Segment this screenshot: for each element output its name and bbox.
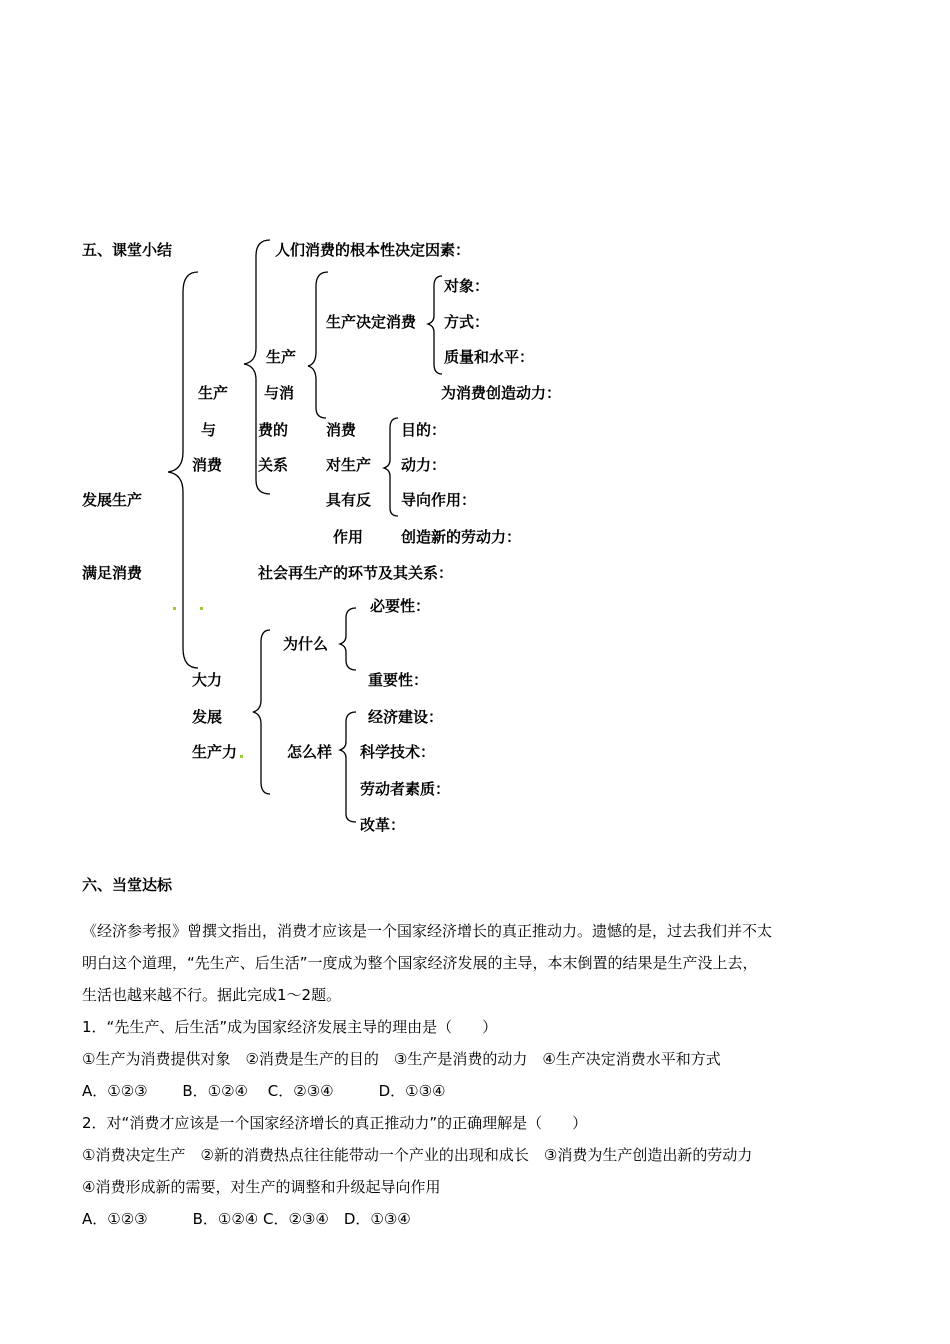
mark-dot [173,607,176,610]
passage-line: 《经济参考报》曾撰文指出，消费才应该是一个国家经济增长的真正推动力。遗憾的是，过去我们并不太 [82,922,773,940]
branch1-label-line: 与 [201,421,217,439]
exercise-heading: 六、当堂达标 [82,876,173,894]
how-item: 经济建设： [368,708,444,726]
prod-item: 质量和水平： [444,348,535,366]
cons-react-label-line: 对生产 [326,456,372,474]
how-item: 劳动者素质： [360,780,451,798]
passage-line: 生活也越来越不行。据此完成1～2题。 [82,986,342,1004]
question-2-stem: 2．对“消费才应该是一个国家经济增长的真正推动力”的正确理解是（ ） [82,1114,588,1132]
question-2-options: A．①②③ B．①②④ C．②③④ D．①③④ [82,1210,411,1228]
productivity-brace [253,630,270,794]
why-label: 为什么 [283,635,329,653]
how-item: 科学技术： [360,743,436,761]
new-labor: 创造新的劳动力： [401,528,522,546]
left-label-satisfy-consumption: 满足消费 [82,564,143,582]
passage-line: 明白这个道理，“先生产、后生活”一度成为整个国家经济发展的主导，本末倒置的结果是生产没上去， [82,954,758,972]
how-label: 怎么样 [287,743,333,761]
why-item: 必要性： [370,597,431,615]
cons-react-label-line: 消费 [326,421,357,439]
question-2-statements: ④消费形成新的需要，对生产的调整和升级起导向作用 [82,1178,441,1196]
branch2-label-line: 大力 [192,671,223,689]
how-item: 改革： [360,816,406,834]
how-brace [340,712,356,822]
why-brace [340,608,356,670]
cons-react-label-line: 作用 [333,528,364,546]
cons-react-brace [384,418,398,516]
relation-label-line: 关系 [258,456,289,474]
relation-label-line: 费的 [258,421,289,439]
mark-dot [240,755,243,758]
prod-decides-label: 生产决定消费 [326,313,417,331]
question-2-statements: ①消费决定生产 ②新的消费热点往往能带动一个产业的出现和成长 ③消费为生产创造出新的劳动力 [82,1146,753,1164]
consumption-drive: 为消费创造动力： [441,384,562,402]
question-1-stem: 1．“先生产、后生活”成为国家经济发展主导的理由是（ ） [82,1018,498,1036]
branch1-label-line: 生产 [198,384,229,402]
branch2-label-line: 发展 [192,708,223,726]
mark-dot [200,607,203,610]
question-1-options: A．①②③ B．①②④ C．②③④ D．①③④ [82,1082,446,1100]
cons-item: 动力： [401,456,447,474]
prod-decides-brace [428,276,442,374]
branch2-label-line: 生产力 [192,743,238,761]
two-way-brace [308,272,328,418]
summary-heading: 五、课堂小结 [82,241,173,259]
prod-item: 方式： [444,313,490,331]
relation-label-line: 与消 [264,384,295,402]
relation-label-line: 生产 [266,348,297,366]
root-factor: 人们消费的根本性决定因素： [275,241,471,259]
cons-item: 目的： [401,421,447,439]
cons-react-label-line: 具有反 [326,491,372,509]
reproduction-label: 社会再生产的环节及其关系： [258,564,454,582]
left-label-develop-production: 发展生产 [82,491,143,509]
question-1-statements: ①生产为消费提供对象 ②消费是生产的目的 ③生产是消费的动力 ④生产决定消费水平和方式 [82,1050,721,1068]
branch1-label-line: 消费 [192,456,223,474]
cons-item: 导向作用： [401,491,477,509]
why-item: 重要性： [368,671,429,689]
prod-item: 对象： [444,277,490,295]
